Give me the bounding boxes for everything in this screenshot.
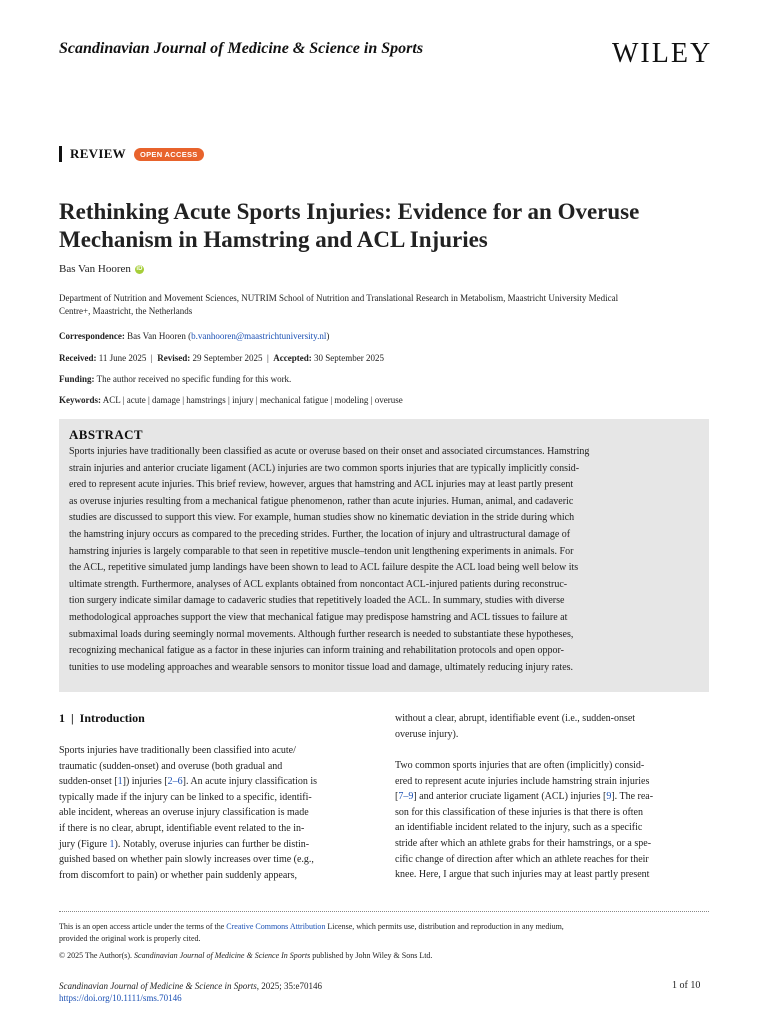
date-sep: | [266,353,269,363]
abstract-line: tion surgery indicate similar damage to cadaveric studies that repetitively loaded the ACL. In summary, studies with diverse [69,595,565,607]
text-line: Sports injuries have traditionally been classified into acute/ [59,745,296,756]
license-line-2: provided the original work is properly cited. [59,934,201,943]
text-fragment: [ [395,791,399,803]
author [59,263,144,275]
keywords [59,394,709,407]
text-line: typically made if the injury can be linked to a specific, identifi- [59,791,312,803]
article-type [59,146,204,162]
abstract-line: ered to represent acute injuries. This brief review, however, argues that hamstring and ACL injuries may at least partly present [69,479,574,491]
text-line: overuse injury). [395,728,459,740]
text-line [59,837,374,853]
abstract-line: as overuse injuries resulting from a mechanical fatigue phenomenon, rather than acute injuries. Human, animal, and cadaveric [69,495,574,507]
article-type-bar [59,146,62,162]
title-line-2: Mechanism in Hamstring and ACL Injuries [59,227,488,252]
text-line: knee. Here, I argue that such injuries may at least partly present [395,869,650,881]
text-line: ered to represent acute injuries include hamstring strain injuries [395,775,650,787]
text-line: stride after which an athlete grabs for their hamstrings, or a spe- [395,837,652,849]
correspondence-name: Bas Van Hooren ( [127,331,192,341]
abstract-line: the ACL, repetitive simulated jump landings have been shown to lead to ACL failure despite the ACL load being well below its [69,562,579,574]
citation-link[interactable]: 2–6 [167,776,183,788]
citation-details: , 2025; 35:e70146 [256,981,322,991]
abstract-line: ultimate strength. Furthermore, analyses of ACL explants obtained from noncontact ACL-injured patients during reconstruc- [69,578,568,590]
open-access-badge: OPEN ACCESS [134,148,204,161]
affiliation [59,292,709,318]
text-fragment: jury (Figure [59,838,110,850]
citation-link[interactable]: 7–9 [398,791,414,803]
abstract-line: submaximal loads during seemingly normal movements. Although further research is needed to substantiate these hypotheses, [69,628,574,640]
text-fragment: sudden-onset [ [59,776,118,788]
section-number: 1 [59,711,65,725]
citation-link[interactable]: 9 [606,791,612,803]
license-text: License, which permits use, distribution and reproduction in any medium, [325,922,564,931]
text-fragment: ]. The rea- [611,791,654,803]
page-number: 1 of 10 [672,980,701,991]
text-line: guished based on whether pain slowly increases over time (e.g., [59,854,314,866]
journal-name: Scandinavian Journal of Medicine & Science in Sports [59,40,424,57]
keywords-text: ACL | acute | damage | hamstrings | injury | mechanical fatigue | modeling | overuse [102,395,403,405]
citation-line [59,980,322,992]
correspondence [59,330,709,343]
footer-divider [59,911,709,912]
citation-link[interactable]: 1 [117,776,123,788]
license-notice [59,921,709,945]
publisher-logo: WILEY [612,38,713,69]
article-type-label: REVIEW [70,146,126,161]
abstract-line: recognizing mechanical fatigue as a factor in these injuries can inform training and rehabilitation protocols and open oppor- [69,645,564,657]
copyright-text: published by John Wiley & Sons Ltd. [310,951,433,960]
text-line: able incident, whereas an overuse injury classification is made [59,807,309,819]
abstract-heading: ABSTRACT [69,427,143,442]
orcid-icon[interactable]: iD [136,265,143,272]
title-line-1: Rethinking Acute Sports Injuries: Evidence for an Overuse [59,199,640,224]
copyright-text: © 2025 The Author(s). [59,951,135,960]
section-sep: | [71,711,74,725]
citation-footer [59,980,322,1004]
citation-journal: Scandinavian Journal of Medicine & Science in Sports [59,981,257,991]
text-line: Two common sports injuries that are often (implicitly) consid- [395,760,645,771]
article-title [59,198,719,254]
copyright [59,950,709,962]
correspondence-email[interactable]: b.vanhooren@maastrichtuniversity.nl [191,331,327,341]
text-line: without a clear, abrupt, identifiable event (i.e., sudden-onset [395,713,636,724]
intro-right-column [395,758,710,883]
abstract-line: tunities to use modeling approaches and wearable sensors to monitor tissue load and damage, ultimately reducing injury rates. [69,661,574,673]
license-text: This is an open access article under the terms of the [59,922,227,931]
funding [59,373,709,386]
abstract-line: hamstring injuries is largely comparable to that seen in repetitive muscle–tendon unit lengthening experiments in animals. For [69,545,574,557]
abstract-line: Sports injuries have traditionally been classified as acute or overuse based on their onset and associated circumstances. Hamstring [69,446,590,457]
text-line: if there is no clear, abrupt, identifiable event related to the in- [59,822,305,834]
intro-left-column [59,743,374,883]
text-line [59,774,374,790]
text-line: from discomfort to pain) or whether pain suddenly appears, [59,869,297,881]
abstract-line: methodological approaches support the view that mechanical fatigue may predispose hamstring and ACL tissues to failure at [69,611,568,623]
text-fragment: ). Notably, overuse injuries can further be distin- [114,838,310,850]
text-line: an identifiable incident related to the injury, such as a specific [395,822,643,834]
dates [59,352,709,365]
copyright-journal: Scandinavian Journal of Medicine & Science In Sports [134,951,311,960]
keywords-label: Keywords: [59,395,101,405]
revised-label: Revised: [157,353,191,363]
funding-text: The author received no specific funding for this work. [96,374,292,384]
author-name[interactable]: Bas Van Hooren [59,263,131,275]
received-date: 11 June 2025 [98,353,147,363]
abstract-text [69,444,699,676]
date-sep: | [150,353,153,363]
license-link[interactable]: Creative Commons Attribution [226,922,326,931]
figure-link[interactable]: 1 [109,838,115,850]
affiliation-line-1: Department of Nutrition and Movement Sciences, NUTRIM School of Nutrition and Translational Research in Metabolism, Maastricht University Medical [59,293,619,303]
accepted-date: 30 September 2025 [314,353,385,363]
abstract-line: strain injuries and anterior cruciate ligament (ACL) injuries are two common sports injuries that are typically implicitly consid- [69,462,580,474]
text-line: cific change of direction after which an athlete reaches for their [395,853,649,865]
accepted-label: Accepted: [273,353,312,363]
text-fragment: ]) injuries [ [122,776,168,788]
section-heading [59,711,145,726]
abstract-line: the hamstring injury occurs as compared to the preceding strides. Further, the location of injury and ultrastructural damage of [69,528,571,540]
received-label: Received: [59,353,97,363]
intro-right-column-top [395,711,710,742]
doi-link[interactable]: https://doi.org/10.1111/sms.70146 [59,993,182,1003]
affiliation-line-2: Centre+, Maastricht, the Netherlands [59,306,193,316]
correspondence-label: Correspondence: [59,331,125,341]
text-line: son for this classification of these injuries is that there is often [395,806,643,818]
text-fragment: ]. An acute injury classification is [182,776,318,788]
text-fragment: ] and anterior cruciate ligament (ACL) injuries [ [413,791,607,803]
revised-date: 29 September 2025 [192,353,263,363]
correspondence-close: ) [326,331,330,341]
license-line-1 [59,921,709,933]
text-line: traumatic (sudden-onset) and overuse (both gradual and [59,760,283,772]
abstract-line: studies are discussed to support this view. For example, human studies show no kinematic deviation in the stride during which [69,512,575,524]
text-line [395,789,710,805]
funding-label: Funding: [59,374,95,384]
section-title: Introduction [79,711,145,725]
